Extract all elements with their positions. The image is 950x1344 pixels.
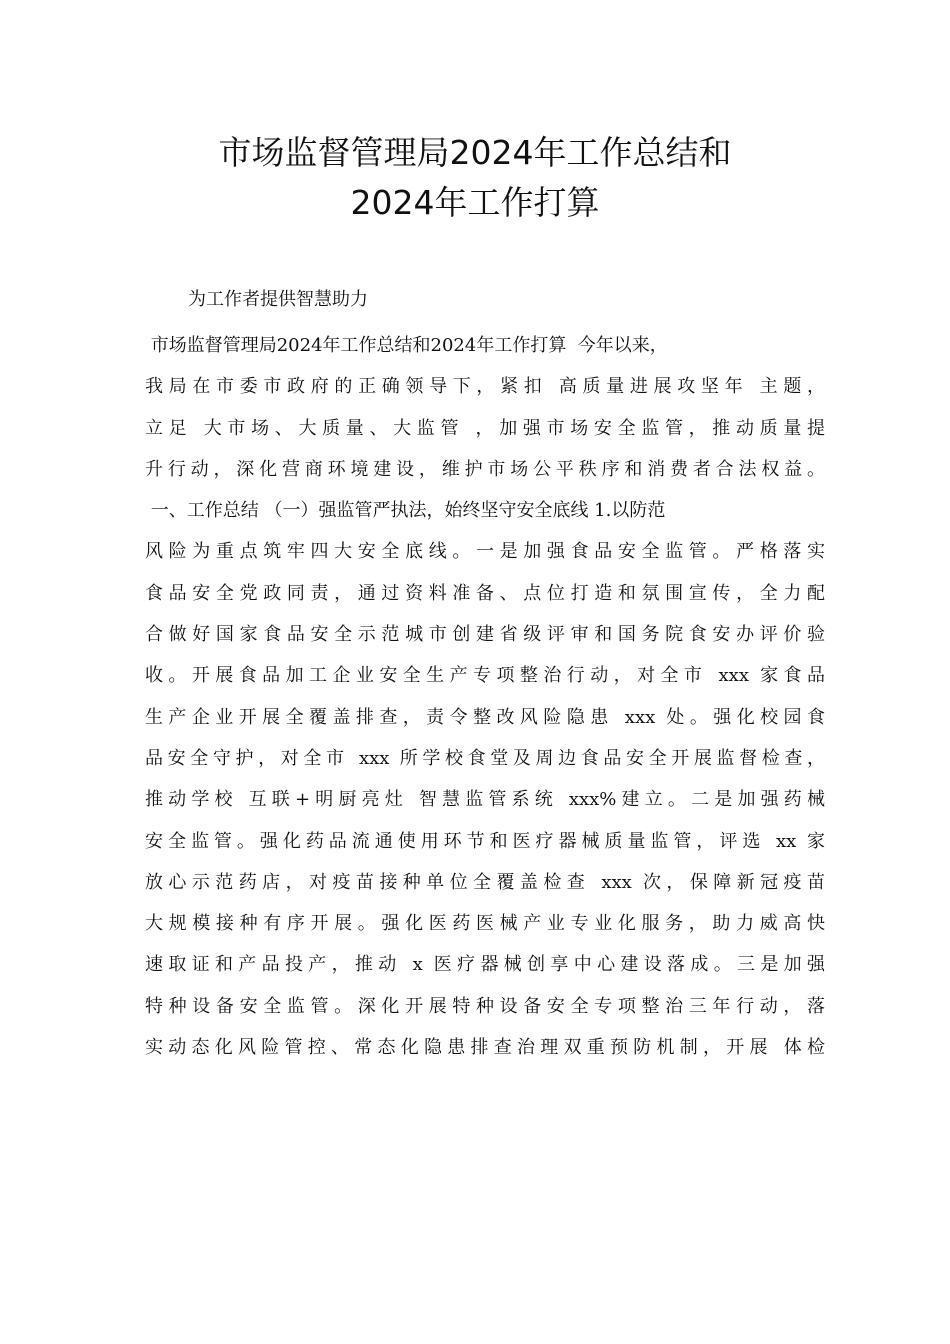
body-line: 特种设备安全监管。深化开展特种设备安全专项整治三年行动，落 (145, 995, 825, 1017)
body-line: 推动学校 互联+明厨亮灶 智慧监管系统 xxx%建立。二是加强药械 (145, 789, 825, 811)
body-line: 升行动，深化营商环境建设，维护市场公平秩序和消费者合法权益。 (145, 458, 825, 480)
document-body (145, 332, 825, 1075)
body-line: 市场监督管理局2024年工作总结和2024年工作打算 今年以来， (145, 335, 668, 356)
body-line: 大规模接种有序开展。强化医药医械产业专业化服务，助力威高快 (145, 913, 825, 935)
body-line: 安全监管。强化药品流通使用环节和医疗器械质量监管，评选 xx 家 (145, 830, 825, 852)
title-line-1: 市场监督管理局2024年工作总结和 (218, 133, 732, 172)
body-line: 收。开展食品加工企业安全生产专项整治行动，对全市 xxx 家食品 (145, 665, 825, 687)
body-line: 食品安全党政同责，通过资料准备、点位打造和氛围宣传，全力配 (145, 582, 825, 604)
body-line: 风险为重点筑牢四大安全底线。一是加强食品安全监管。严格落实 (145, 541, 825, 563)
title-line-2: 2024年工作打算 (350, 183, 600, 222)
body-line: 实动态化风险管控、常态化隐患排查治理双重预防机制，开展 体检 (145, 1037, 825, 1059)
document-subtitle: 为工作者提供智慧助力 (188, 289, 368, 310)
body-line: 速取证和产品投产，推动 x 医疗器械创享中心建设落成。三是加强 (145, 954, 825, 976)
body-line: 立足 大市场、大质量、大监管 ，加强市场安全监管，推动质量提 (145, 417, 825, 439)
body-line: 我局在市委市政府的正确领导下，紧扣 高质量进展攻坚年 主题， (145, 376, 825, 398)
document-title (0, 128, 950, 228)
body-line: 放心示范药店，对疫苗接种单位全覆盖检查 xxx 次，保障新冠疫苗 (145, 871, 825, 893)
body-line: 合做好国家食品安全示范城市创建省级评审和国务院食安办评价验 (145, 624, 825, 646)
body-line: 一、工作总结 （一）强监管严执法，始终坚守安全底线 1.以防范 (145, 500, 666, 522)
body-line: 品安全守护，对全市 xxx 所学校食堂及周边食品安全开展监督检查， (145, 747, 825, 769)
body-line: 生产企业开展全覆盖排查，责令整改风险隐患 xxx 处。强化校园食 (145, 706, 825, 728)
